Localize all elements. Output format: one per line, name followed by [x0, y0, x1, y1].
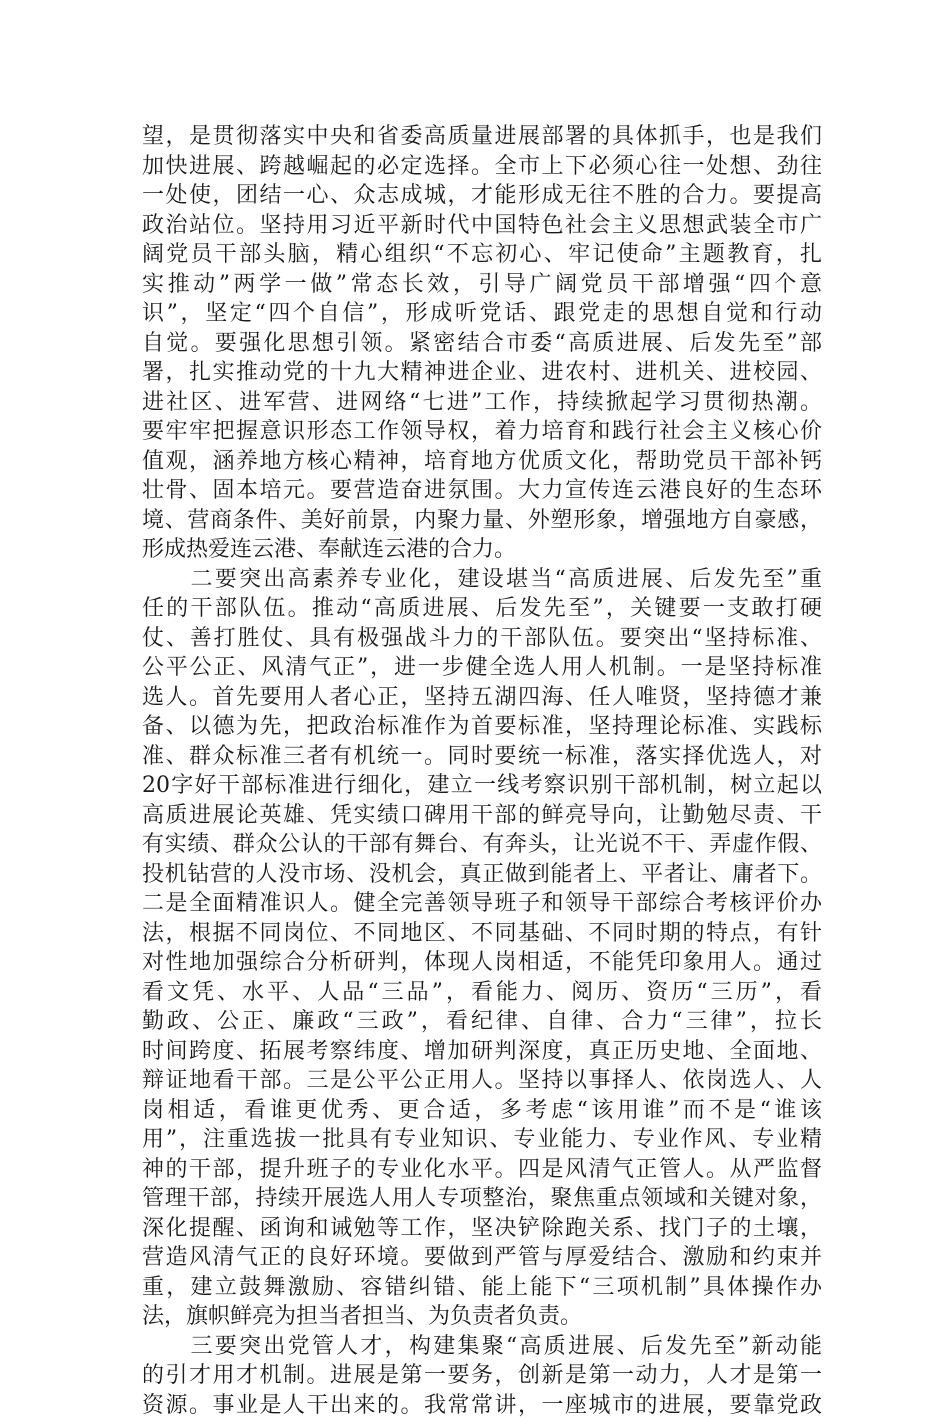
text-line: 望，是贯彻落实中央和省委高质量进展部署的具体抓手，也是我们 — [142, 122, 822, 152]
text-line: 识”，坚定“四个自信”，形成听党话、跟党走的思想自觉和行动 — [142, 299, 822, 329]
text-line: 法，根据不同岗位、不同地区、不同基础、不同时期的特点，有针 — [142, 919, 822, 949]
text-line: 自觉。要强化思想引领。紧密结合市委“高质进展、后发先至”部 — [142, 329, 822, 359]
text-line: 仗、善打胜仗、具有极强战斗力的干部队伍。要突出“坚持标准、 — [142, 624, 822, 654]
text-line: 的引才用才机制。进展是第一要务，创新是第一动力，人才是第一 — [142, 1361, 822, 1391]
text-line: 辩证地看干部。三是公平公正用人。坚持以事择人、依岗选人、人 — [142, 1066, 822, 1096]
text-line: 三要突出党管人才，构建集聚“高质进展、后发先至”新动能 — [142, 1332, 822, 1362]
text-line: 公平公正、风清气正”，进一步健全选人用人机制。一是坚持标准 — [142, 653, 822, 683]
text-line: 境、营商条件、美好前景，内聚力量、外塑形象，增强地方自豪感， — [142, 506, 822, 536]
text-line: 岗相适，看谁更优秀、更合适，多考虑“该用谁”而不是“谁该 — [142, 1096, 822, 1126]
text-line: 一处使，团结一心、众志成城，才能形成无往不胜的合力。要提高 — [142, 181, 822, 211]
text-line: 高质进展论英雄、凭实绩口碑用干部的鲜亮导向，让勤勉尽责、干 — [142, 801, 822, 831]
text-line: 看文凭、水平、人品“三品”，看能力、阅历、资历“三历”，看 — [142, 978, 822, 1008]
text-line: 署，扎实推动党的十九大精神进企业、进农村、进机关、进校园、 — [142, 358, 822, 388]
text-line: 神的干部，提升班子的专业化水平。四是风清气正管人。从严监督 — [142, 1155, 822, 1185]
text-line: 营造风清气正的良好环境。要做到严管与厚爱结合、激励和约束并 — [142, 1243, 822, 1273]
text-line: 任的干部队伍。推动“高质进展、后发先至”，关键要一支敢打硬 — [142, 594, 822, 624]
text-line: 深化提醒、函询和诫勉等工作，坚决铲除跑关系、找门子的土壤， — [142, 1214, 822, 1244]
document-body — [142, 122, 822, 1420]
text-line: 重，建立鼓舞激励、容错纠错、能上能下“三项机制”具体操作办 — [142, 1273, 822, 1303]
text-line: 二是全面精准识人。健全完善领导班子和领导干部综合考核评价办 — [142, 889, 822, 919]
text-line: 加快进展、跨越崛起的必定选择。全市上下必须心往一处想、劲往 — [142, 152, 822, 182]
text-line: 勤政、公正、廉政“三政”，看纪律、自律、合力“三律”，拉长 — [142, 1007, 822, 1037]
text-line: 阔党员干部头脑，精心组织“不忘初心、牢记使命”主题教育，扎 — [142, 240, 822, 270]
text-line: 用”，注重选拔一批具有专业知识、专业能力、专业作风、专业精 — [142, 1125, 822, 1155]
text-line: 准、群众标准三者有机统一。同时要统一标准，落实择优选人，对 — [142, 742, 822, 772]
text-line: 20字好干部标准进行细化，建立一线考察识别干部机制，树立起以 — [142, 771, 822, 801]
text-line: 管理干部，持续开展选人用人专项整治，聚焦重点领域和关键对象， — [142, 1184, 822, 1214]
text-line: 时间跨度、拓展考察纬度、增加研判深度，真正历史地、全面地、 — [142, 1037, 822, 1067]
text-line: 实推动”两学一做”常态长效，引导广阔党员干部增强“四个意 — [142, 270, 822, 300]
text-line: 有实绩、群众公认的干部有舞台、有奔头，让光说不干、弄虚作假、 — [142, 830, 822, 860]
text-line: 形成热爱连云港、奉献连云港的合力。 — [142, 535, 822, 565]
text-line: 要牢牢把握意识形态工作领导权，着力培育和践行社会主义核心价 — [142, 417, 822, 447]
text-line: 对性地加强综合分析研判，体现人岗相适，不能凭印象用人。通过 — [142, 948, 822, 978]
text-line: 壮骨、固本培元。要营造奋进氛围。大力宣传连云港良好的生态环 — [142, 476, 822, 506]
text-line: 进社区、进军营、进网络“七进”工作，持续掀起学习贯彻热潮。 — [142, 388, 822, 418]
text-line: 投机钻营的人没市场、没机会，真正做到能者上、平者让、庸者下。 — [142, 860, 822, 890]
text-line: 备、以德为先，把政治标准作为首要标准，坚持理论标准、实践标 — [142, 712, 822, 742]
text-line: 值观，涵养地方核心精神，培育地方优质文化，帮助党员干部补钙 — [142, 447, 822, 477]
text-line: 二要突出高素养专业化，建设堪当“高质进展、后发先至”重 — [142, 565, 822, 595]
text-line: 法，旗帜鲜亮为担当者担当、为负责者负责。 — [142, 1302, 822, 1332]
text-line: 政治站位。坚持用习近平新时代中国特色社会主义思想武装全市广 — [142, 211, 822, 241]
text-line: 选人。首先要用人者心正，坚持五湖四海、任人唯贤，坚持德才兼 — [142, 683, 822, 713]
text-line: 资源。事业是人干出来的。我常常讲，一座城市的进展，要靠党政 — [142, 1391, 822, 1420]
